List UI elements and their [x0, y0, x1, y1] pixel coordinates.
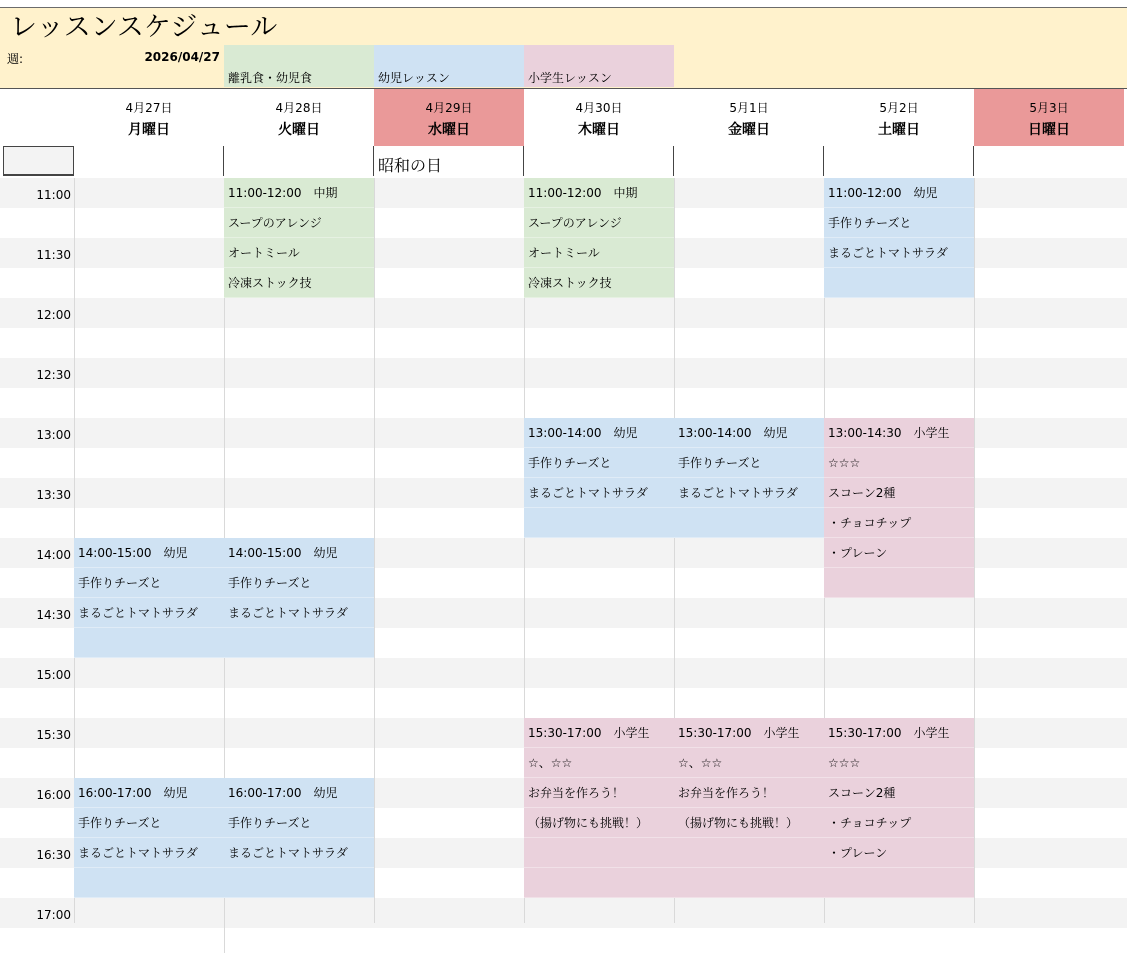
time-label: 14:30: [36, 608, 71, 622]
legend-toddler: 幼児レッスン: [374, 45, 524, 87]
lesson-cell[interactable]: [224, 628, 374, 658]
day-header-4: [674, 89, 824, 146]
lesson-cell[interactable]: まるごとトマトサラダ: [74, 838, 224, 868]
lesson-cell[interactable]: [74, 628, 224, 658]
lesson-cell[interactable]: まるごとトマトサラダ: [524, 478, 674, 508]
day-date: 5月3日: [1029, 101, 1069, 115]
lesson-cell[interactable]: ・プレーン: [824, 538, 974, 568]
lesson-cell[interactable]: オートミール: [524, 238, 674, 268]
lesson-cell[interactable]: 15:30-17:00 小学生: [674, 718, 824, 748]
lesson-cell[interactable]: ☆☆☆: [824, 448, 974, 478]
day-date: 5月2日: [879, 101, 919, 115]
lesson-cell[interactable]: 11:00-12:00 中期: [224, 178, 374, 208]
day-of-week: 日曜日: [1028, 122, 1070, 138]
lesson-cell[interactable]: 16:00-17:00 幼児: [74, 778, 224, 808]
lesson-cell[interactable]: ・プレーン: [824, 838, 974, 868]
lesson-cell[interactable]: お弁当を作ろう！: [524, 778, 674, 808]
lesson-cell[interactable]: まるごとトマトサラダ: [224, 838, 374, 868]
time-label: 16:30: [36, 848, 71, 862]
lesson-cell[interactable]: 冷凍ストック技: [524, 268, 674, 298]
legend-elementary: 小学生レッスン: [524, 45, 674, 87]
time-label: 16:00: [36, 788, 71, 802]
time-label: 13:00: [36, 428, 71, 442]
lesson-cell[interactable]: [674, 868, 824, 898]
lesson-cell[interactable]: ・チョコチップ: [824, 808, 974, 838]
lesson-cell[interactable]: [74, 868, 224, 898]
day-header-5: [824, 89, 974, 146]
lesson-cell[interactable]: スコーン2種: [824, 478, 974, 508]
lesson-cell[interactable]: スープのアレンジ: [224, 208, 374, 238]
lesson-cell[interactable]: スープのアレンジ: [524, 208, 674, 238]
day-header-3: [524, 89, 674, 146]
grid-row-band: [0, 358, 1127, 388]
lesson-cell[interactable]: 手作りチーズと: [224, 808, 374, 838]
grid-row-band: [0, 898, 1127, 928]
holiday-note: 昭和の日: [378, 156, 443, 175]
day-of-week: 木曜日: [578, 122, 620, 138]
lesson-cell[interactable]: 手作りチーズと: [74, 568, 224, 598]
day-of-week: 金曜日: [728, 122, 770, 138]
time-label: 15:30: [36, 728, 71, 742]
lesson-cell[interactable]: [524, 508, 674, 538]
week-label: 週:: [7, 52, 24, 66]
lesson-cell[interactable]: [524, 838, 674, 868]
day-header-6: [974, 89, 1124, 146]
time-label: 15:00: [36, 668, 71, 682]
lesson-cell[interactable]: [824, 268, 974, 298]
lesson-cell[interactable]: 13:00-14:30 小学生: [824, 418, 974, 448]
note-cell-4[interactable]: [674, 146, 824, 176]
lesson-cell[interactable]: お弁当を作ろう！: [674, 778, 824, 808]
time-label: 14:00: [36, 548, 71, 562]
lesson-cell[interactable]: ☆☆☆: [824, 748, 974, 778]
note-cell-2[interactable]: [374, 146, 524, 176]
lesson-cell[interactable]: ☆、☆☆: [674, 748, 824, 778]
day-header-1: [224, 89, 374, 146]
lesson-cell[interactable]: （揚げ物にも挑戦！）: [674, 808, 824, 838]
note-cell-5[interactable]: [824, 146, 974, 176]
day-of-week: 月曜日: [128, 122, 170, 138]
lesson-cell[interactable]: [824, 568, 974, 598]
day-of-week: 土曜日: [878, 122, 920, 138]
lesson-cell[interactable]: ☆、☆☆: [524, 748, 674, 778]
lesson-cell[interactable]: 14:00-15:00 幼児: [224, 538, 374, 568]
lesson-cell[interactable]: [224, 868, 374, 898]
time-label: 11:30: [36, 248, 71, 262]
time-label: 12:00: [36, 308, 71, 322]
day-date: 4月30日: [575, 101, 623, 115]
lesson-cell[interactable]: 11:00-12:00 中期: [524, 178, 674, 208]
lesson-cell[interactable]: 手作りチーズと: [524, 448, 674, 478]
note-row-label-cell[interactable]: [3, 146, 74, 176]
time-label: 11:00: [36, 188, 71, 202]
day-date: 4月27日: [125, 101, 173, 115]
lesson-cell[interactable]: [674, 508, 824, 538]
page-title: レッスンスケジュール: [10, 12, 278, 43]
lesson-cell[interactable]: （揚げ物にも挑戦！）: [524, 808, 674, 838]
lesson-cell[interactable]: ・チョコチップ: [824, 508, 974, 538]
lesson-cell[interactable]: まるごとトマトサラダ: [74, 598, 224, 628]
lesson-cell[interactable]: 16:00-17:00 幼児: [224, 778, 374, 808]
lesson-cell[interactable]: [674, 838, 824, 868]
lesson-cell[interactable]: 手作りチーズと: [824, 208, 974, 238]
day-of-week: 水曜日: [428, 122, 470, 138]
lesson-cell[interactable]: まるごとトマトサラダ: [674, 478, 824, 508]
lesson-cell[interactable]: スコーン2種: [824, 778, 974, 808]
week-date-cell[interactable]: 2026/04/27: [144, 50, 220, 64]
day-of-week: 火曜日: [278, 122, 320, 138]
lesson-cell[interactable]: 手作りチーズと: [74, 808, 224, 838]
lesson-cell[interactable]: まるごとトマトサラダ: [224, 598, 374, 628]
grid-column-line: [374, 178, 375, 923]
note-cell-0[interactable]: [74, 146, 224, 176]
lesson-cell[interactable]: 13:00-14:00 幼児: [674, 418, 824, 448]
time-label: 12:30: [36, 368, 71, 382]
lesson-cell[interactable]: 15:30-17:00 小学生: [824, 718, 974, 748]
time-label: 13:30: [36, 488, 71, 502]
day-date: 4月28日: [275, 101, 323, 115]
day-date: 5月1日: [729, 101, 769, 115]
grid-column-line: [974, 178, 975, 923]
grid-row-band: [0, 298, 1127, 328]
lesson-cell[interactable]: 手作りチーズと: [224, 568, 374, 598]
lesson-cell[interactable]: [824, 868, 974, 898]
note-cell-3[interactable]: [524, 146, 674, 176]
time-label: 17:00: [36, 908, 71, 922]
lesson-cell[interactable]: 11:00-12:00 幼児: [824, 178, 974, 208]
note-cell-1[interactable]: [224, 146, 374, 176]
lesson-cell[interactable]: [524, 868, 674, 898]
day-header-0: [74, 89, 224, 146]
lesson-cell[interactable]: 14:00-15:00 幼児: [74, 538, 224, 568]
lesson-cell[interactable]: まるごとトマトサラダ: [824, 238, 974, 268]
lesson-cell[interactable]: オートミール: [224, 238, 374, 268]
lesson-cell[interactable]: 13:00-14:00 幼児: [524, 418, 674, 448]
legend-weaning: 離乳食・幼児食: [224, 45, 374, 87]
lesson-cell[interactable]: 手作りチーズと: [674, 448, 824, 478]
day-header-2: [374, 89, 524, 146]
day-date: 4月29日: [425, 101, 473, 115]
lesson-cell[interactable]: 15:30-17:00 小学生: [524, 718, 674, 748]
lesson-cell[interactable]: 冷凍ストック技: [224, 268, 374, 298]
note-cell-6[interactable]: [974, 146, 1125, 176]
grid-row-band: [0, 658, 1127, 688]
